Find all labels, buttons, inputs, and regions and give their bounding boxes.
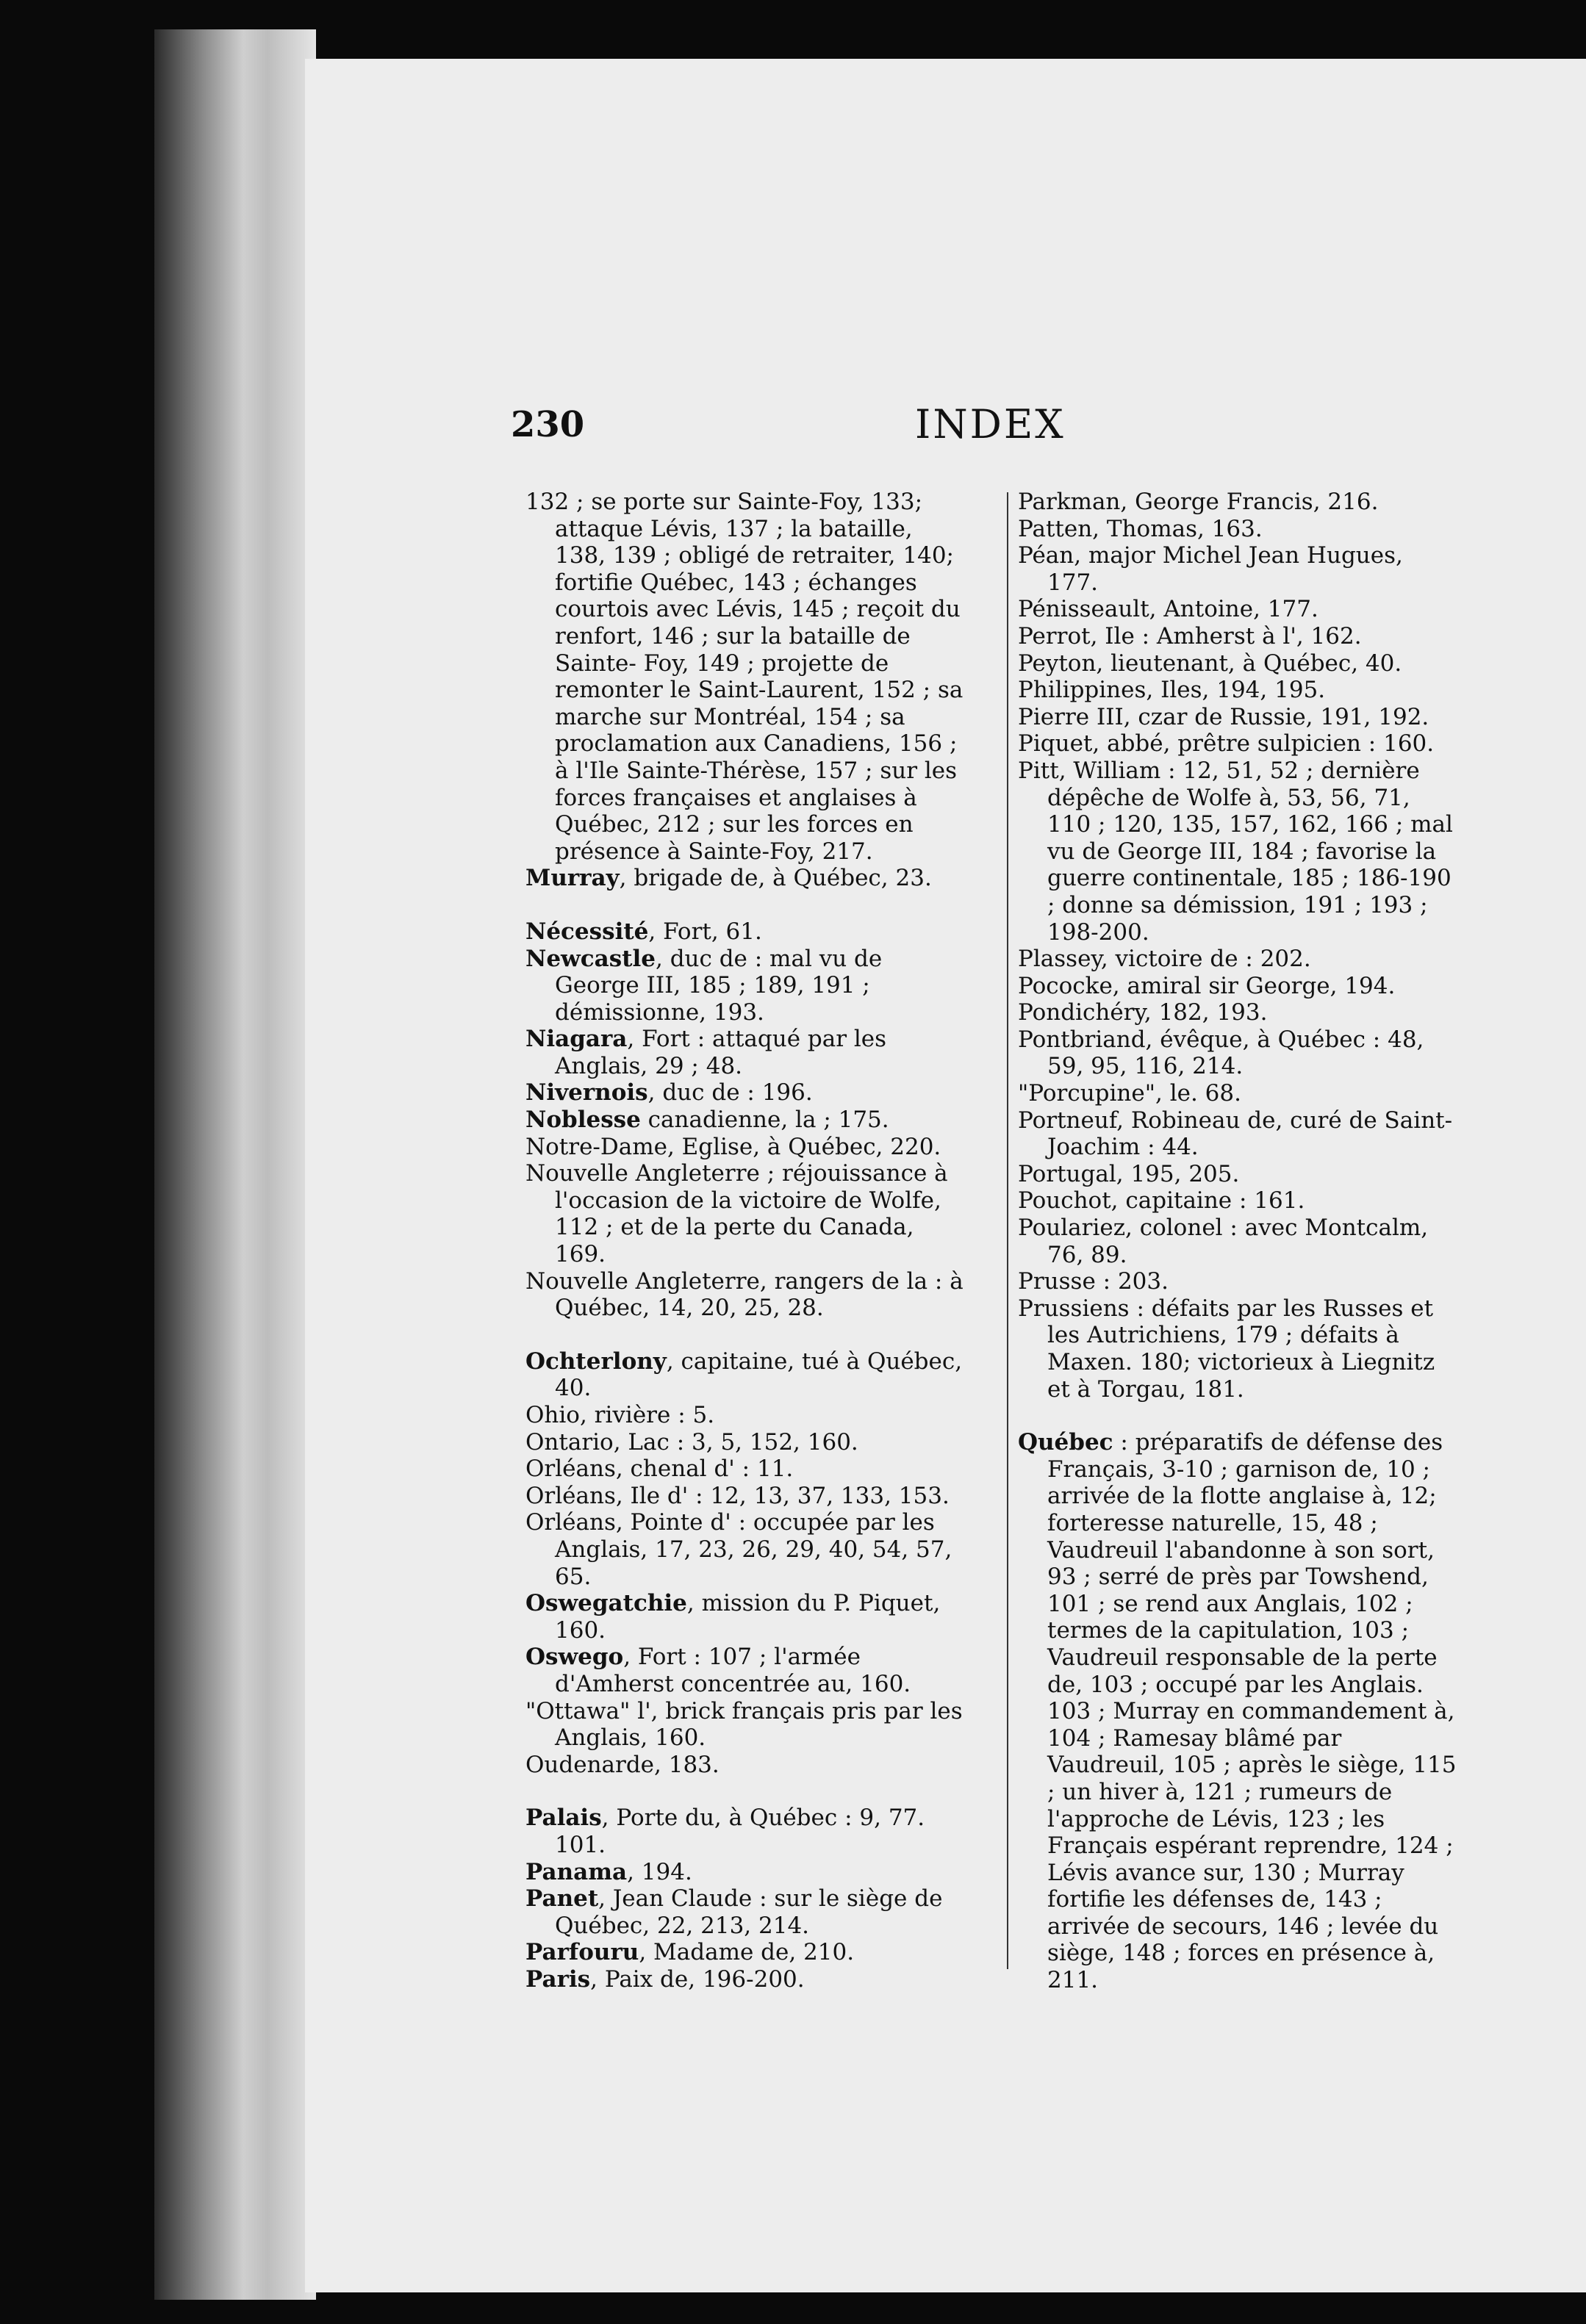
index-entry-heading: Oswego (525, 1644, 624, 1671)
index-entry-heading: Panet (525, 1885, 599, 1913)
index-entry-heading: Québec (1018, 1429, 1113, 1456)
index-entry (525, 1429, 966, 1456)
index-entry-text: Ohio, rivière : 5. (525, 1402, 715, 1428)
index-entry-text: : préparatifs de défense des Français, 3-10 ; garnison de, 10 ; arrivée de la flotte anglaise à, 12; forteresse naturelle, 15, 48 ; Vaudreuil l'abandonne à son sort, 93 ; serré de près par Towshend, 101 ; se rend aux Anglais, 102 ; termes de la capitulation, 103 ; Vaudreuil responsable de la perte de, 103 ; occupé par les Anglais. 103 ; Murray en commandement à, 104 ; Ramesay blâmé par Vaudreuil, 105 ; après le siège, 115 ; un hiver à, 121 ; rumeurs de l'approche de Lévis, 123 ; les Français espérant reprendre, 124 ; Lévis avance sur, 130 ; Murray fortifie les défenses de, 143 ; arrivée de secours, 146 ; levée du siège, 148 ; forces en présence à, 211. (1047, 1429, 1457, 1994)
index-entry (525, 865, 966, 892)
book-page (305, 59, 1586, 2292)
index-entry (525, 1805, 966, 1858)
page-header (305, 401, 1586, 448)
index-entry (525, 1698, 966, 1752)
index-entry-text: , Madame de, 210. (639, 1939, 855, 1966)
index-entry-heading: Newcastle (525, 945, 656, 972)
index-entry-text: Philippines, Iles, 194, 195. (1018, 677, 1326, 704)
index-entry (525, 1402, 966, 1429)
index-entry (525, 1079, 966, 1107)
index-entry-text: Parkman, George Francis, 216. (1018, 489, 1379, 515)
index-entry (1018, 973, 1459, 1000)
index-entry (1018, 1268, 1459, 1295)
index-column-left (525, 489, 966, 1993)
index-entry (525, 1026, 966, 1079)
index-entry (525, 1885, 966, 1939)
index-entry-heading: Panama (525, 1858, 628, 1885)
index-entry (525, 918, 966, 946)
index-entry (1018, 1026, 1459, 1080)
index-entry (1018, 1215, 1459, 1268)
index-entry-text: Orléans, chenal d' : 11. (525, 1456, 794, 1483)
page-number: 230 (511, 404, 585, 445)
index-entry-text: canadienne, la ; 175. (640, 1107, 889, 1134)
book-spine (154, 29, 316, 2300)
index-entry-text: , capitaine, tué à Québec, 40. (555, 1348, 963, 1402)
index-entry (525, 1483, 966, 1510)
index-entry (525, 1590, 966, 1644)
index-entry (525, 946, 966, 1026)
index-entry-heading: Parfouru (525, 1939, 639, 1966)
index-entry-text: Orléans, Ile d' : 12, 13, 37, 133, 153. (525, 1482, 950, 1509)
index-entry-text: Ontario, Lac : 3, 5, 152, 160. (525, 1428, 858, 1456)
index-entry (1018, 489, 1459, 516)
index-entry (1018, 677, 1459, 704)
index-entry (525, 1107, 966, 1134)
index-entry-text: , Fort, 61. (648, 918, 762, 945)
index-entry-text: Pitt, William : 12, 51, 52 ; dernière dépêche de Wolfe à, 53, 56, 71, 110 ; 120, 135, 157, 162, 166 ; mal vu de George III, 184 ; favorise la guerre continentale, 185 ; 186-190 ; donne sa démission, 191 ; 193 ; 198-200. (1018, 757, 1453, 946)
index-entry-text: Perrot, Ile : Amherst à l', 162. (1018, 622, 1362, 650)
index-entry (525, 1859, 966, 1886)
index-entry (525, 1456, 966, 1483)
index-entry-text: , brigade de, à Québec, 23. (619, 865, 932, 892)
index-entry-heading: Paris (525, 1965, 591, 1993)
index-entry-heading: Nivernois (525, 1079, 648, 1107)
index-entry-text: Nouvelle Angleterre, rangers de la : à Québec, 14, 20, 25, 28. (525, 1267, 964, 1322)
index-entry-text: Notre-Dame, Eglise, à Québec, 220. (525, 1133, 941, 1160)
index-entry-text: , Jean Claude : sur le siège de Québec, 22, 213, 214. (555, 1885, 943, 1939)
index-entry-text: Pococke, amiral sir George, 194. (1018, 972, 1396, 999)
index-entry-text: Pouchot, capitaine : 161. (1018, 1187, 1305, 1215)
index-entry (1018, 1187, 1459, 1215)
index-entry-text: Prusse : 203. (1018, 1268, 1169, 1295)
index-entry-heading: Ochterlony (525, 1348, 667, 1375)
index-entry-text: , duc de : 196. (647, 1079, 813, 1107)
index-entry-text: "Porcupine", le. 68. (1018, 1080, 1241, 1107)
index-entry (525, 1348, 966, 1402)
index-entry (1018, 1107, 1459, 1161)
index-entry (525, 1134, 966, 1161)
index-entry-text: Prussiens : défaits par les Russes et les Autrichiens, 179 ; défaits à Maxen. 180; victorieux à Liegnitz et à Torgau, 181. (1018, 1295, 1435, 1403)
index-entry (525, 1752, 966, 1779)
index-entry (1018, 1429, 1459, 1993)
index-column-right (1018, 489, 1459, 1994)
index-entry-text: Oudenarde, 183. (525, 1751, 720, 1778)
index-entry-text: Pontbriand, évêque, à Québec : 48, 59, 95, 116, 214. (1018, 1026, 1424, 1080)
index-entry-text: , Paix de, 196-200. (590, 1965, 805, 1993)
index-entry-text: 132 ; se porte sur Sainte-Foy, 133; attaque Lévis, 137 ; la bataille, 138, 139 ; obligé de retraiter, 140; fortifie Québec, 143 ; échanges courtois avec Lévis, 145 ; reçoit du renfort, 146 ; sur la bataille de Sainte- Foy, 149 ; projette de remonter le Saint-Laurent, 152 ; sa marche sur Montréal, 154 ; sa proclamation aux Canadiens, 156 ; à l'Ile Sainte-Thérèse, 157 ; sur les forces françaises et anglaises à Québec, 212 ; sur les forces en présence à Sainte-Foy, 217. (525, 489, 964, 865)
index-entry-text: Orléans, Pointe d' : occupée par les Anglais, 17, 23, 26, 29, 40, 54, 57, 65. (525, 1509, 952, 1590)
index-entry-text: Patten, Thomas, 163. (1018, 515, 1263, 542)
index-entry-text: , Fort : 107 ; l'armée d'Amherst concentrée au, 160. (555, 1644, 911, 1697)
index-entry-heading: Noblesse (525, 1107, 641, 1134)
index-entry-text: "Ottawa" l', brick français pris par les Anglais, 160. (525, 1697, 963, 1752)
index-entry-heading: Palais (525, 1805, 602, 1832)
index-entry-text: Poulariez, colonel : avec Montcalm, 76, 89. (1018, 1215, 1429, 1268)
index-entry-text: Piquet, abbé, prêtre sulpicien : 160. (1018, 730, 1435, 758)
index-entry-heading: Nécessité (525, 918, 649, 945)
index-entry-text: Péan, major Michel Jean Hugues, 177. (1018, 542, 1403, 596)
index-entry (525, 1644, 966, 1697)
index-entry (1018, 730, 1459, 758)
index-entry (1018, 650, 1459, 677)
index-entry (1018, 946, 1459, 973)
index-entry-text: Portneuf, Robineau de, curé de Saint-Joachim : 44. (1018, 1107, 1453, 1161)
index-entry-text: , 194. (627, 1858, 692, 1885)
index-entry-text: Portugal, 195, 205. (1018, 1160, 1240, 1187)
index-entry-heading: Niagara (525, 1026, 628, 1053)
index-entry (1018, 1080, 1459, 1107)
index-entry (525, 1509, 966, 1590)
index-entry-heading: Oswegatchie (525, 1590, 687, 1617)
index-entry (525, 1268, 966, 1322)
index-entry-text: Pénisseault, Antoine, 177. (1018, 596, 1318, 623)
index-entry-text: , Porte du, à Québec : 9, 77. 101. (555, 1805, 925, 1858)
index-entry (1018, 542, 1459, 596)
index-entry (525, 1939, 966, 1966)
index-entry (1018, 1295, 1459, 1403)
index-entry (1018, 596, 1459, 623)
index-entry (1018, 999, 1459, 1026)
column-divider (1007, 492, 1008, 1969)
index-entry (1018, 758, 1459, 946)
index-entry (1018, 623, 1459, 650)
index-entry-heading: Murray (525, 865, 620, 892)
index-entry (525, 489, 966, 865)
index-entry-text: Plassey, victoire de : 202. (1018, 946, 1311, 973)
running-head: INDEX (915, 401, 1066, 447)
index-entry (1018, 1161, 1459, 1188)
index-entry-text: Peyton, lieutenant, à Québec, 40. (1018, 650, 1402, 677)
index-entry-text: , mission du P. Piquet, 160. (555, 1590, 941, 1644)
index-entry (525, 1966, 966, 1993)
index-entry-text: , Fort : attaqué par les Anglais, 29 ; 48. (555, 1026, 887, 1079)
index-entry-text: Nouvelle Angleterre ; réjouissance à l'occasion de la victoire de Wolfe, 112 ; et de la perte du Canada, 169. (525, 1160, 948, 1268)
index-entry (525, 1160, 966, 1267)
index-entry (1018, 516, 1459, 543)
index-entry-text: , duc de : mal vu de George III, 185 ; 189, 191 ; démissionne, 193. (555, 945, 883, 1026)
index-entry-text: Pierre III, czar de Russie, 191, 192. (1018, 703, 1429, 730)
index-entry-text: Pondichéry, 182, 193. (1018, 999, 1268, 1026)
index-entry (1018, 704, 1459, 731)
